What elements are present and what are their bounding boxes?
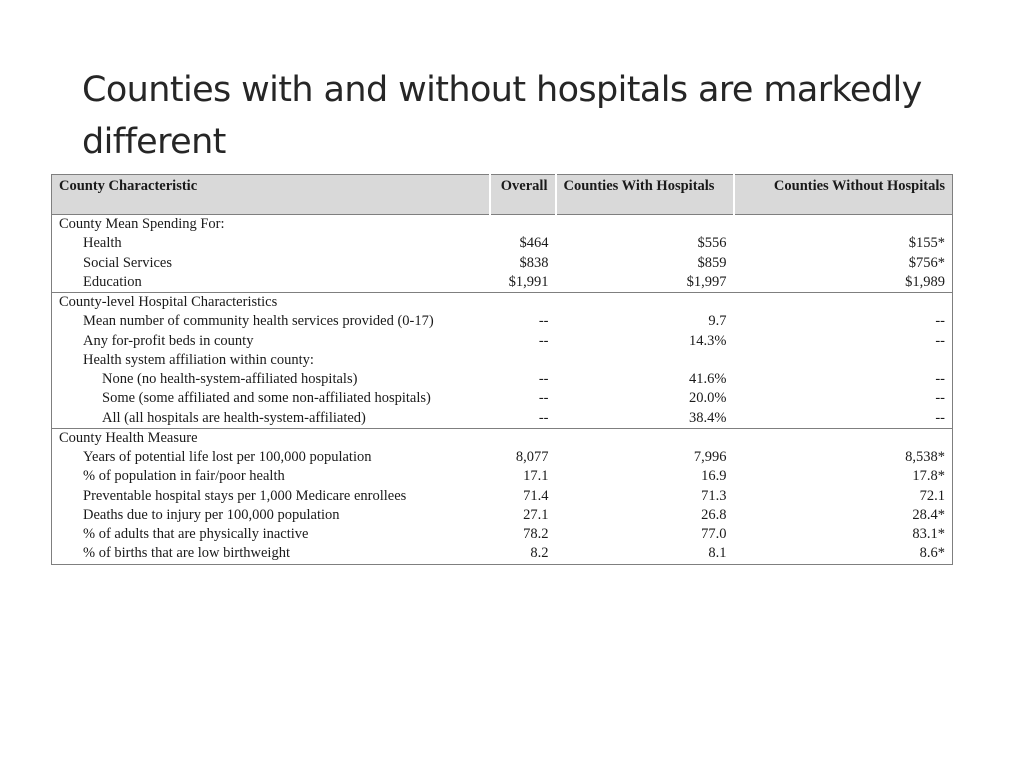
with-hospitals-value: 38.4% — [689, 409, 727, 426]
with-hospitals-value: $859 — [697, 254, 727, 271]
without-hospitals-value: -- — [935, 409, 945, 426]
without-hospitals-value: $155* — [908, 235, 945, 252]
empty-cell — [734, 428, 953, 448]
with-hospitals-value: $1,997 — [686, 273, 727, 290]
table-body — [52, 215, 953, 565]
with-hospitals-value: 77.0 — [701, 526, 727, 542]
overall-value: 17.1 — [523, 468, 549, 485]
slide-title: Counties with and without hospitals are markedly different — [82, 70, 922, 162]
header-county-characteristic: County Characteristic — [52, 175, 490, 215]
empty-cell — [556, 215, 734, 235]
county-comparison-table-container — [51, 174, 952, 565]
with-hospitals-value: $556 — [697, 235, 727, 252]
county-comparison-table — [51, 174, 953, 565]
row-label: Deaths due to injury per 100,000 population — [83, 506, 340, 523]
with-hospitals-value: 41.6% — [689, 371, 727, 387]
row-label: Health system affiliation within county: — [83, 351, 314, 368]
overall-value: $1,991 — [508, 273, 549, 290]
without-hospitals-value: 8,538* — [905, 449, 945, 465]
overall-value: 78.2 — [523, 526, 549, 542]
row-label: Any for-profit beds in county — [83, 332, 254, 349]
table-row — [52, 487, 953, 506]
empty-cell — [490, 428, 556, 448]
table-row — [52, 409, 953, 429]
empty-cell — [734, 293, 953, 313]
row-label: Years of potential life lost per 100,000 population — [83, 449, 372, 465]
row-label: None (no health-system-affiliated hospitals) — [102, 371, 358, 387]
row-label: Education — [83, 273, 142, 290]
section-header-row — [52, 215, 953, 235]
table-header — [52, 175, 953, 215]
table-row — [52, 234, 953, 253]
without-hospitals-value: 17.8* — [912, 468, 945, 485]
with-hospitals-value: 20.0% — [689, 390, 727, 407]
section-label: County Health Measure — [52, 428, 490, 448]
table-row — [52, 506, 953, 525]
with-hospitals-value: 14.3% — [689, 332, 727, 349]
row-label: Social Services — [83, 254, 172, 271]
row-label: Some (some affiliated and some non-affiliated hospitals) — [102, 390, 431, 407]
empty-cell — [734, 215, 953, 235]
with-hospitals-value: 26.8 — [701, 506, 727, 523]
with-hospitals-value: 9.7 — [708, 313, 727, 330]
overall-value: 8.2 — [490, 544, 556, 564]
row-label: Health — [83, 235, 122, 252]
table-row — [52, 544, 953, 564]
table-row — [52, 273, 953, 293]
table-row — [52, 389, 953, 408]
empty-cell — [556, 428, 734, 448]
header-overall: Overall — [490, 175, 556, 215]
without-hospitals-value: -- — [935, 390, 945, 407]
overall-value: 8,077 — [515, 449, 549, 465]
table-row — [52, 525, 953, 544]
overall-value: 27.1 — [523, 506, 549, 523]
overall-value: -- — [538, 409, 549, 426]
section-header-row — [52, 428, 953, 448]
row-label: Preventable hospital stays per 1,000 Medicare enrollees — [83, 487, 407, 504]
section-label: County Mean Spending For: — [52, 215, 490, 235]
without-hospitals-value: -- — [935, 371, 945, 387]
header-counties-without-hospitals: Counties Without Hospitals — [734, 175, 953, 215]
overall-value: $838 — [519, 254, 549, 271]
without-hospitals-value: 8.6* — [734, 544, 953, 564]
without-hospitals-value: $756* — [908, 254, 945, 271]
header-counties-with-hospitals: Counties With Hospitals — [556, 175, 734, 215]
overall-value — [490, 351, 556, 370]
row-label: % of population in fair/poor health — [83, 468, 285, 485]
without-hospitals-value: 28.4* — [912, 506, 945, 523]
empty-cell — [490, 293, 556, 313]
row-label: % of adults that are physically inactive — [83, 526, 309, 542]
section-label: County-level Hospital Characteristics — [52, 293, 490, 313]
without-hospitals-value: -- — [935, 332, 945, 349]
with-hospitals-value: 71.3 — [701, 487, 727, 504]
empty-cell — [490, 215, 556, 235]
overall-value: -- — [538, 313, 549, 330]
with-hospitals-value: 8.1 — [556, 544, 734, 564]
table-row — [52, 312, 953, 331]
overall-value: -- — [538, 371, 549, 387]
overall-value: -- — [538, 332, 549, 349]
with-hospitals-value — [556, 351, 734, 370]
row-label: All (all hospitals are health-system-affiliated) — [102, 409, 366, 426]
overall-value: 71.4 — [523, 487, 549, 504]
table-row — [52, 448, 953, 467]
row-label: Mean number of community health services provided (0-17) — [83, 313, 434, 330]
table-row — [52, 254, 953, 273]
without-hospitals-value: 83.1* — [912, 526, 945, 542]
without-hospitals-value — [734, 351, 953, 370]
table-row — [52, 351, 953, 370]
row-label: % of births that are low birthweight — [52, 544, 490, 564]
without-hospitals-value: -- — [935, 313, 945, 330]
header-row — [52, 175, 953, 215]
table-row — [52, 332, 953, 351]
overall-value: $464 — [519, 235, 549, 252]
overall-value: -- — [538, 390, 549, 407]
table-row — [52, 467, 953, 486]
table-row — [52, 370, 953, 389]
without-hospitals-value: $1,989 — [905, 273, 945, 290]
empty-cell — [556, 293, 734, 313]
with-hospitals-value: 7,996 — [693, 449, 727, 465]
without-hospitals-value: 72.1 — [919, 487, 945, 504]
section-header-row — [52, 293, 953, 313]
with-hospitals-value: 16.9 — [701, 468, 727, 485]
